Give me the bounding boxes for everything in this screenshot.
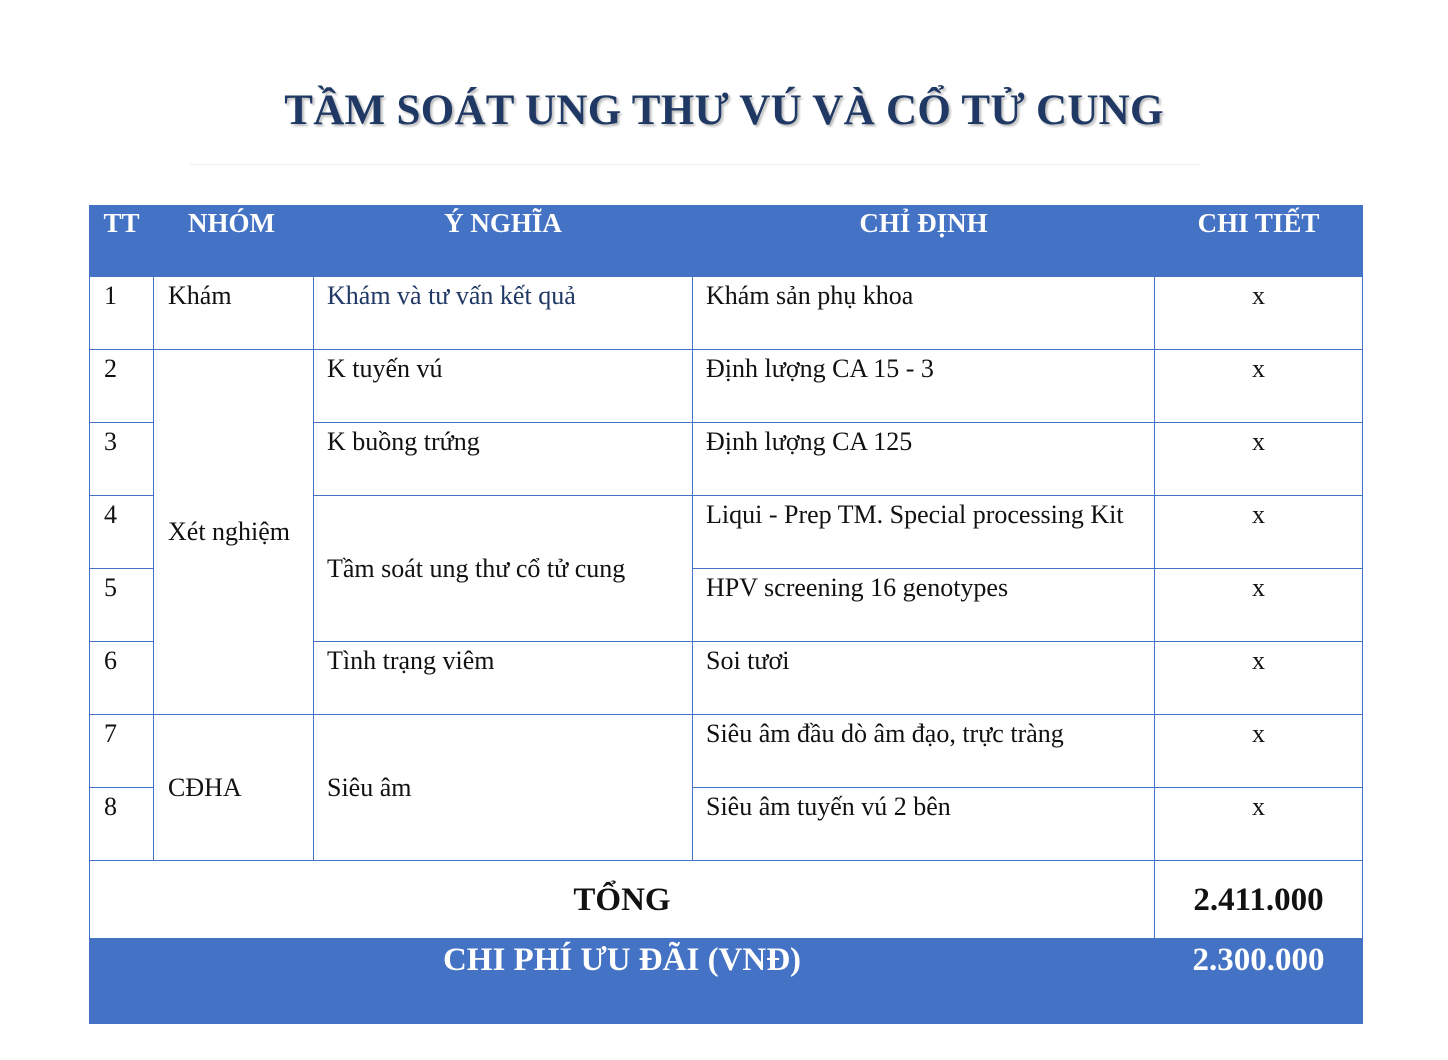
indication-cell: Liqui - Prep TM. Special processing Kit xyxy=(693,496,1155,569)
detail-mark: x xyxy=(1155,423,1363,496)
row-number: 5 xyxy=(90,569,154,642)
indication-cell: Siêu âm tuyến vú 2 bên xyxy=(693,788,1155,861)
promo-label: CHI PHÍ ƯU ĐÃI (VNĐ) xyxy=(90,939,1155,1024)
header-detail: CHI TIẾT xyxy=(1155,206,1363,277)
meaning-cell: Tầm soát ung thư cổ tử cung xyxy=(314,496,693,642)
total-row xyxy=(90,861,1363,939)
meaning-cell: K tuyến vú xyxy=(314,350,693,423)
detail-mark: x xyxy=(1155,277,1363,350)
indication-cell: Định lượng CA 15 - 3 xyxy=(693,350,1155,423)
promo-value: 2.300.000 xyxy=(1155,939,1363,1024)
group-cell: Khám xyxy=(154,277,314,350)
indication-cell: HPV screening 16 genotypes xyxy=(693,569,1155,642)
detail-mark: x xyxy=(1155,642,1363,715)
detail-mark: x xyxy=(1155,496,1363,569)
promo-row xyxy=(90,939,1363,1024)
service-table xyxy=(89,205,1363,1024)
row-number: 4 xyxy=(90,496,154,569)
detail-mark: x xyxy=(1155,715,1363,788)
meaning-cell: Tình trạng viêm xyxy=(314,642,693,715)
indication-cell: Siêu âm đầu dò âm đạo, trực tràng xyxy=(693,715,1155,788)
table-row xyxy=(90,350,1363,423)
indication-cell: Định lượng CA 125 xyxy=(693,423,1155,496)
total-value: 2.411.000 xyxy=(1155,861,1363,939)
detail-mark: x xyxy=(1155,788,1363,861)
row-number: 3 xyxy=(90,423,154,496)
meaning-cell: Khám và tư vấn kết quả xyxy=(314,277,693,350)
header-indication: CHỈ ĐỊNH xyxy=(693,206,1155,277)
group-cell: Xét nghiệm xyxy=(154,350,314,715)
total-label: TỔNG xyxy=(90,861,1155,939)
row-number: 6 xyxy=(90,642,154,715)
row-number: 7 xyxy=(90,715,154,788)
detail-mark: x xyxy=(1155,350,1363,423)
indication-cell: Soi tươi xyxy=(693,642,1155,715)
header-group: NHÓM xyxy=(154,206,314,277)
header-meaning: Ý NGHĨA xyxy=(314,206,693,277)
group-cell: CĐHA xyxy=(154,715,314,861)
table-row xyxy=(90,277,1363,350)
meaning-cell: K buồng trứng xyxy=(314,423,693,496)
table-header-row xyxy=(90,206,1363,277)
title-underline xyxy=(190,164,1200,165)
meaning-cell: Siêu âm xyxy=(314,715,693,861)
table-row xyxy=(90,715,1363,788)
indication-cell: Khám sản phụ khoa xyxy=(693,277,1155,350)
detail-mark: x xyxy=(1155,569,1363,642)
row-number: 2 xyxy=(90,350,154,423)
row-number: 1 xyxy=(90,277,154,350)
row-number: 8 xyxy=(90,788,154,861)
header-tt: TT xyxy=(90,206,154,277)
page-title: TẦM SOÁT UNG THƯ VÚ VÀ CỔ TỬ CUNG xyxy=(284,87,1164,134)
